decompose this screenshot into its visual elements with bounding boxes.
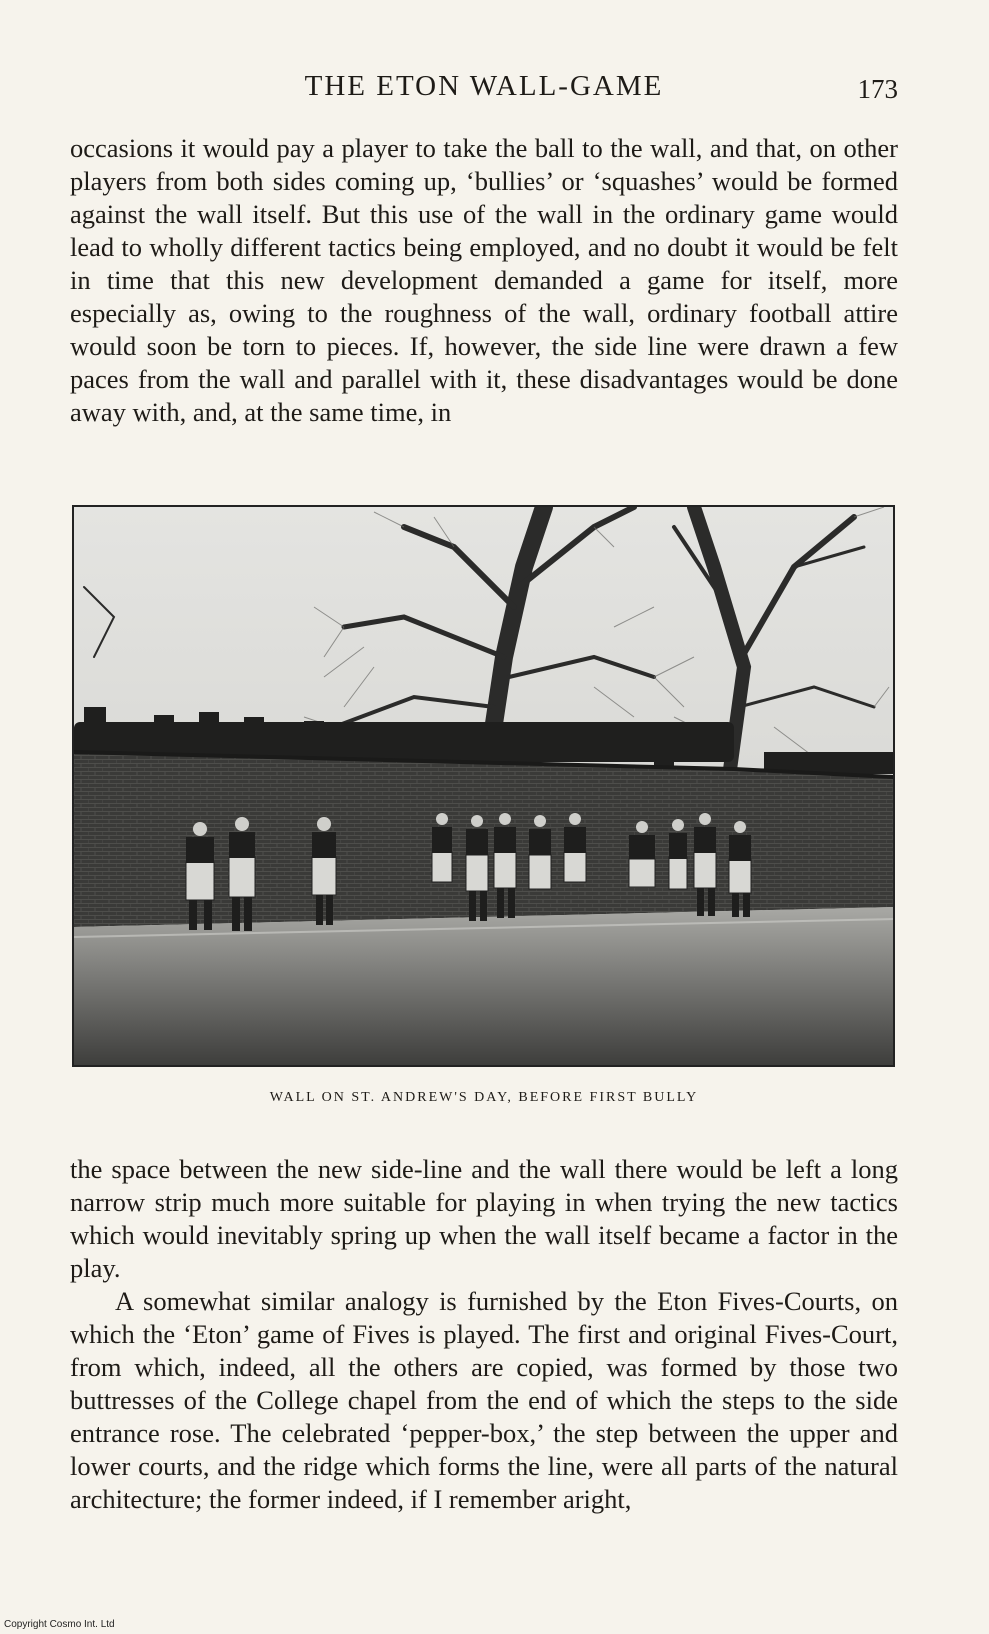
body-paragraph-1: occasions it would pay a player to take the ball to the wall, and that, on other players from both sides coming up, ‘bullies’ or ‘squashes’ would be formed against the wall itself. But this use of the wall in the ordinary game would lead to wholly different tactics being employed, and no doubt it would be felt in time that this new development demanded a game for itself, more especially as, owing to the roughness of the wall, ordinary football attire would soon be torn to pieces. If, however, the side line were drawn a few paces from the wall and parallel with it, these disadvantages would be done away with, and, at the same time, in	[70, 133, 898, 427]
body-paragraph-3: A somewhat similar analogy is furnished by the Eton Fives-Courts, on which the ‘Eton’ game of Fives is played. The first and original Fives-Court, from which, indeed, all the others are copied, was formed by those two buttresses of the College chapel from the end of which the steps to the side entrance rose. The celebrated ‘pepper-box,’ the step between the upper and lower courts, and the ridge which forms the line, were all parts of the natural architecture; the former indeed, if I remember aright,	[70, 1286, 898, 1514]
figure-caption: WALL ON ST. ANDREW'S DAY, BEFORE FIRST BULLY	[269, 1090, 699, 1105]
copyright-watermark: Copyright Cosmo Int. Ltd	[4, 1619, 115, 1630]
body-paragraph-2: the space between the new side-line and the wall there would be left a long narrow strip much more suitable for playing in when trying the new tactics which would inevitably spring up when the wall itself became a factor in the play.	[70, 1154, 898, 1283]
photograph-wall-game	[72, 505, 895, 1067]
page-header	[70, 70, 898, 110]
running-title: THE ETON WALL-GAME	[304, 70, 664, 102]
page-number: 173	[857, 74, 898, 104]
